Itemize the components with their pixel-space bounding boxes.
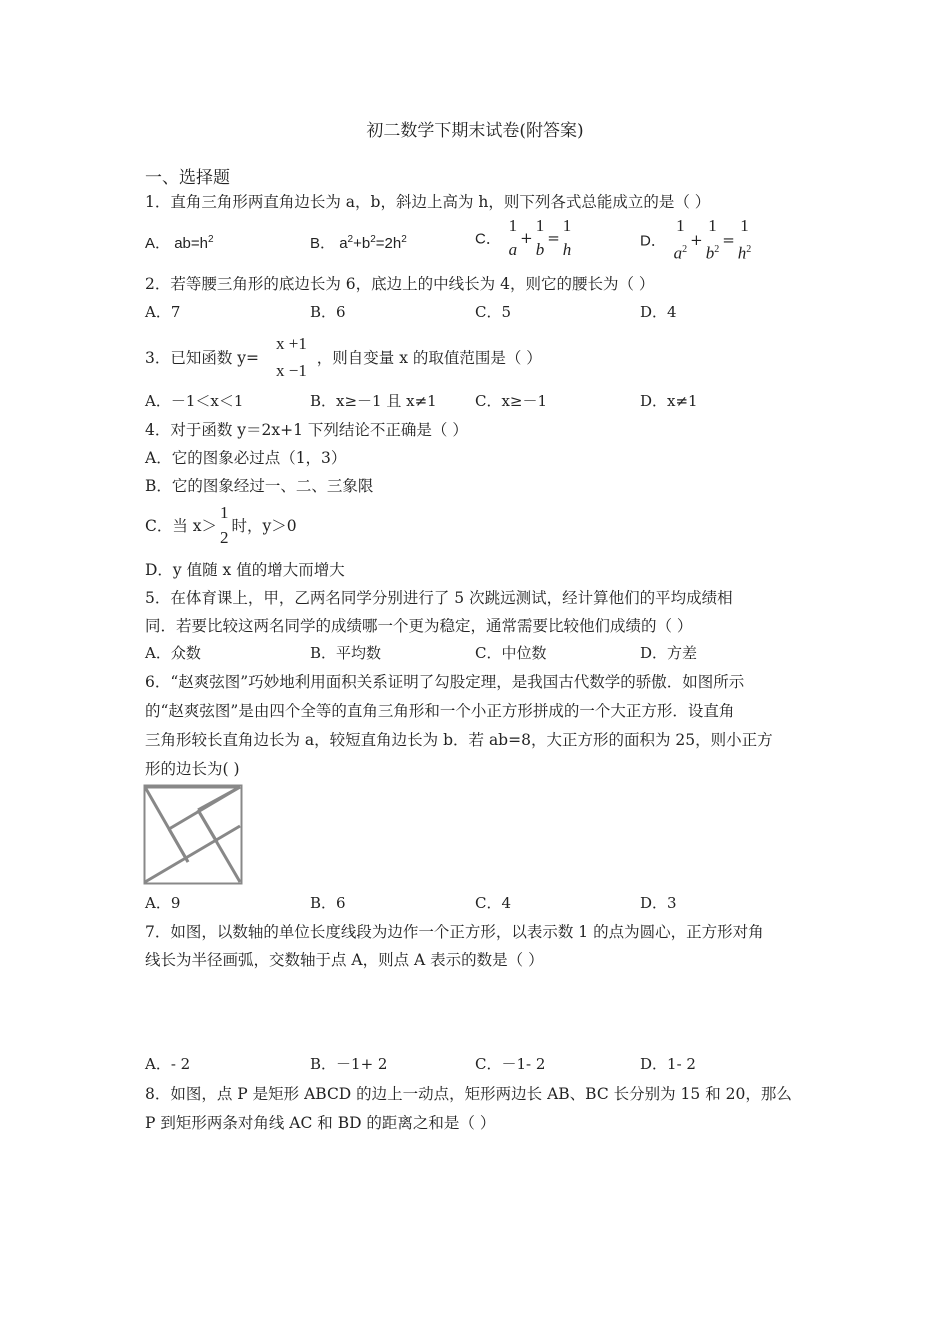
q3-option-d: D．x≠1 <box>640 392 698 410</box>
q5-option-d: D．方差 <box>640 644 698 662</box>
q4-option-b: B．它的图象经过一、二、三象限 <box>145 477 374 495</box>
page-title: 初二数学下期末试卷(附答案) <box>366 121 584 141</box>
q3-option-c: C．x≥－1 <box>475 392 548 410</box>
q6-line-2: 的“赵爽弦图”是由四个全等的直角三角形和一个小正方形拼成的一个大正方形．设直角 <box>145 702 735 720</box>
q1-option-d: D． 1 $a^2$ + 1 $b^2$ = 1 $h^2$ <box>640 216 752 263</box>
section-heading: 一、选择题 <box>145 168 230 188</box>
zhao-shuang-diagram <box>143 784 243 885</box>
q2-option-a: A．7 <box>145 303 181 321</box>
q4-option-a: A．它的图象必过点（1，3） <box>145 449 347 467</box>
q3-option-a: A．－1＜x＜1 <box>145 392 244 410</box>
q2-option-d: D．4 <box>640 303 677 321</box>
q2-option-c: C．5 <box>475 303 512 321</box>
q3-option-b: B．x≥－1 且 x≠1 <box>310 392 437 410</box>
q8-line-1: 8．如图，点 P 是矩形 ABCD 的边上一动点，矩形两边长 AB、BC 长分别为 15 和 20，那么 <box>145 1085 792 1103</box>
q5-option-a: A．众数 <box>145 644 201 662</box>
q6-option-b: B．6 <box>310 894 346 912</box>
q5-line-1: 5．在体育课上，甲，乙两名同学分别进行了 5 次跳远测试，经计算他们的平均成绩相 <box>145 589 733 607</box>
q4-option-d: D．y 值随 x 值的增大而增大 <box>145 561 345 579</box>
q5-option-b: B．平均数 <box>310 644 382 662</box>
q3-stem: 3．已知函数 y= x +1 x −1 ，则自变量 x 的取值范围是（ ） <box>145 334 542 380</box>
q2-option-b: B．6 <box>310 303 346 321</box>
q6-option-a: A．9 <box>145 894 181 912</box>
q1-stem: 1．直角三角形两直角边长为 a，b，斜边上高为 h，则下列各式总能成立的是（ ） <box>145 193 711 211</box>
q7-option-d: D．1- 2 <box>640 1055 696 1073</box>
q1-option-a: A． $ab=h^2$ <box>145 234 214 252</box>
q2-stem: 2．若等腰三角形的底边长为 6，底边上的中线长为 4，则它的腰长为（ ） <box>145 275 655 293</box>
q8-line-2: P 到矩形两条对角线 AC 和 BD 的距离之和是（ ） <box>145 1114 496 1132</box>
q7-option-a: A．- 2 <box>145 1055 191 1073</box>
q1-option-b: B． $a^2+b^2=2h^2$ <box>310 234 407 252</box>
q6-option-c: C．4 <box>475 894 512 912</box>
q4-option-c: C．当 x＞ 1 2 时，y＞0 <box>145 503 297 547</box>
q7-option-b: B．－1+ 2 <box>310 1055 388 1073</box>
q5-line-2: 同．若要比较这两名同学的成绩哪一个更为稳定，通常需要比较他们成绩的（ ） <box>145 617 693 635</box>
q7-line-1: 7．如图，以数轴的单位长度线段为边作一个正方形，以表示数 1 的点为圆心，正方形对角 <box>145 923 764 941</box>
q7-option-c: C．－1- 2 <box>475 1055 546 1073</box>
q6-line-1: 6．“赵爽弦图”巧妙地利用面积关系证明了勾股定理，是我国古代数学的骄傲．如图所示 <box>145 673 745 691</box>
q5-option-c: C．中位数 <box>475 644 547 662</box>
q6-line-4: 形的边长为( ) <box>145 760 240 778</box>
q6-line-3: 三角形较长直角边长为 a，较短直角边长为 b．若 ab=8，大正方形的面积为 25，则小正方 <box>145 731 773 749</box>
q6-option-d: D．3 <box>640 894 677 912</box>
q7-line-2: 线长为半径画弧，交数轴于点 A，则点 A 表示的数是（ ） <box>145 951 544 969</box>
q1-option-c: C． 1 a + 1 b = 1 h <box>475 216 572 259</box>
q4-stem: 4．对于函数 y＝2x+1 下列结论不正确是（ ） <box>145 421 468 439</box>
